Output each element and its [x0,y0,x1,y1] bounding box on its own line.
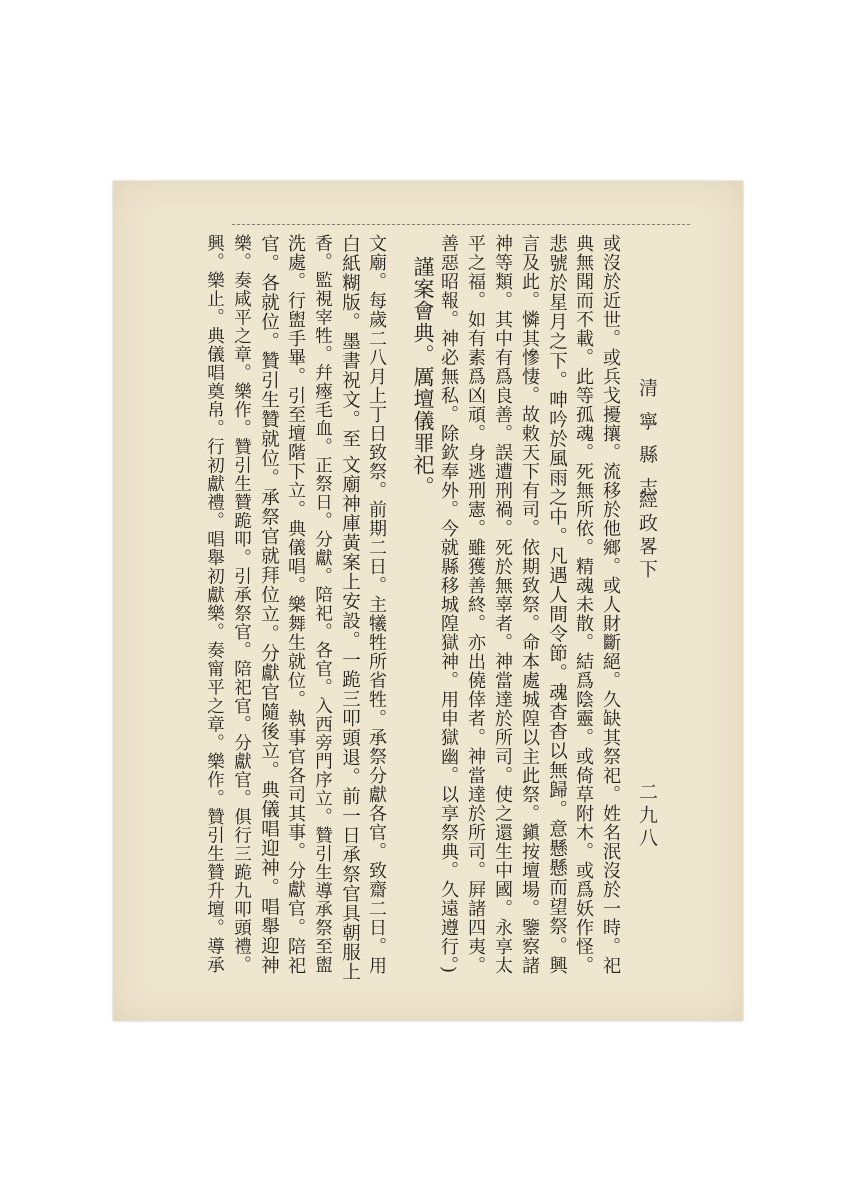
text-column: 洗處。行盥手畢。引至壇階下立。典儀唱。樂舞生就位。執事官各司其事。分獻官。陪祀 [285,234,306,975]
text-column: 平之福。如有素爲凶頑。身逃刑憲。雖獲善終。亦出僥倖者。神當達於所司。屛諸四夷。 [465,234,486,975]
section-title: 經政畧下 [636,490,658,582]
text-column: 典無聞而不載。此等孤魂。死無所依。精魂未散。結爲陰靈。或倚草附木。或爲妖作怪。 [573,234,594,975]
text-column: 文廟。每歲二八月上丁日致祭。前期二日。主犧牲所省牲。承祭分獻各官。致齋二日。用 [366,234,387,975]
text-column: 白紙糊版。墨書祝文。至 文廟神庫黃案上安設。一跪三叩頭退。前一日承祭官具朝服上 [339,234,361,982]
text-column: 善惡昭報。神必無私。除欽奉外。今就縣移城隍獄神。用申獄幽。以享祭典。久遠遵行。) [438,234,459,975]
header-rule [232,224,690,225]
text-column: 樂。奏咸平之章。樂作。贊引生贊跪叩。引承祭官。陪祀官。分獻官。俱行三跪九叩頭禮。 [231,234,252,974]
text-column: 香。監視宰牲。幷瘞毛血。正祭日。分獻。陪祀。各官。入西旁門序立。贊引生導承祭至盥 [312,234,333,974]
text-column: 悲號於星月之下。呻吟於風雨之中。凡遇人間令節。魂杳杳以無歸。意懸懸而望祭。興 [546,234,568,975]
text-column: 神等類。其中有爲良善。誤遭刑禍。死於無辜者。神當達於所司。使之還生中國。永享太 [492,234,513,975]
text-column: 興。樂止。典儀唱奠帛。行初獻禮。唱舉初獻樂。奏甯平之章。樂作。贊引生贊升壇。導承 [204,234,225,974]
text-column: 官。各就位。贊引生贊就位。承祭官就拜位立。分獻官隨後立。典儀唱迎神。唱舉迎神 [258,234,280,975]
text-column: 言及此。憐其慘悽。故敕天下有司。依期致祭。命本處城隍以主此祭。鎭按壇場。鑒察諸 [519,234,540,975]
gazetteer-title: 清 寧 縣 志 [636,378,658,501]
text-column-note: 謹案會典。厲壇儀罪祀。 [411,256,435,498]
page-number: 二九八 [636,782,658,851]
text-column: 或沒於近世。或兵戈擾攘。流移於他鄉。或人財斷絕。久缺其祭祀。姓名泯沒於一時。祀 [600,234,621,975]
